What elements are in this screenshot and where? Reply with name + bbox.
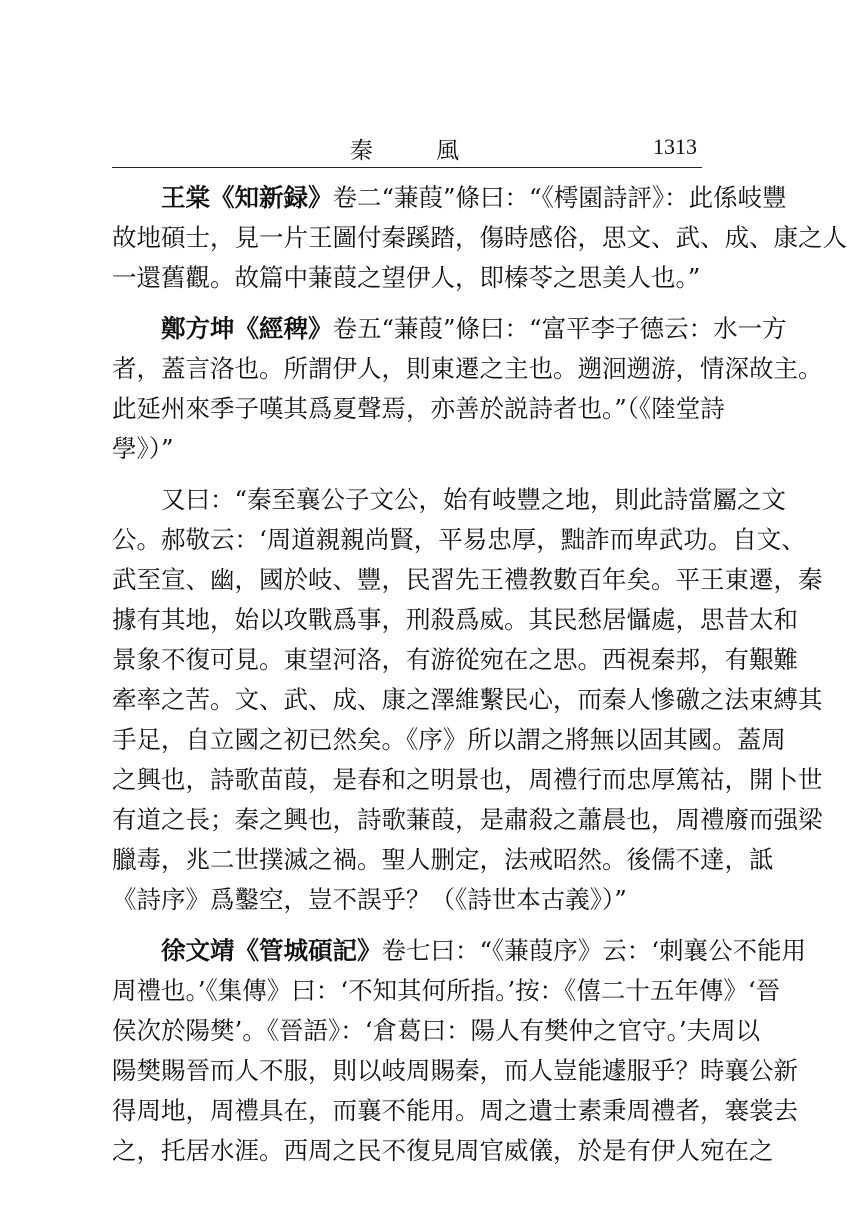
text-line: 者，蓋言洛也。所謂伊人，則東遷之主也。遡洄遡游，情深故主。 xyxy=(112,354,823,383)
text-line: 據有其地，始以攻戰爲事，刑殺爲威。其民愁居懾處，思昔太和 xyxy=(112,605,798,634)
text-line: 侯次於陽樊’。《晉語》：‘倉葛曰：陽人有樊仲之官守。’夫周以 xyxy=(112,1016,761,1045)
text-line: 故地碩士，見一片王圖付秦蹊踏，傷時感俗，思文、武、成、康之人 xyxy=(112,223,847,252)
text-line: 之興也，詩歌苗葭，是春和之明景也，周禮行而忠厚篤祜，開卜世 xyxy=(112,765,823,794)
text-line: 鄭方坤《經稗》卷五“蒹葭”條曰：“富平李子德云：水一方 xyxy=(161,314,787,343)
text-line: 陽樊賜晉而人不服，則以岐周賜秦，而人豈能遽服乎？時襄公新 xyxy=(112,1056,798,1085)
text-line: 武至宣、幽，國於岐、豐，民習先王禮教數百年矣。平王東遷，秦 xyxy=(112,565,823,594)
text-line: 臘毒，兆二世撲滅之禍。聖人删定，法戒昭然。後儒不達，詆 xyxy=(112,845,774,874)
paragraph-you-yue xyxy=(112,480,823,920)
text-line: 景象不復可見。東望河洛，有游從宛在之思。西視秦邦，有艱難 xyxy=(112,645,798,674)
text-line: 徐文靖《管城碩記》卷七曰：“《蒹葭序》云：‘刺襄公不能用 xyxy=(161,936,807,965)
paragraph-xu-wenjing xyxy=(112,931,807,1171)
text-line: 得周地，周禮具在，而襄不能用。周之遺士素秉周禮者，褰裳去 xyxy=(112,1096,798,1125)
text-line: 手足，自立國之初已然矣。《序》所以謂之將無以固其國。蓋周 xyxy=(112,725,786,754)
text-line: 學》）” xyxy=(112,434,174,463)
text-line: 王棠《知新録》卷二“蒹葭”條曰：“《樗園詩評》：此係岐豐 xyxy=(161,183,787,212)
cited-work: 王棠《知新録》 xyxy=(161,183,333,212)
running-title: 秦 風 xyxy=(349,138,488,164)
page-number: 1313 xyxy=(653,134,697,159)
cited-work: 徐文靖《管城碩記》 xyxy=(161,936,382,965)
text-line: 牽率之苦。文、武、成、康之澤維繫民心，而秦人慘礉之法束縛其 xyxy=(112,685,823,714)
paragraph-wang-tang xyxy=(112,178,847,298)
text-line: 公。郝敬云：‘周道親親尚賢，平易忠厚，黜詐而卑武功。自文、 xyxy=(112,525,806,554)
body-text xyxy=(112,178,847,1171)
header-rule xyxy=(112,167,702,168)
cited-work: 鄭方坤《經稗》 xyxy=(161,314,333,343)
text-line: 一還舊觀。故篇中蒹葭之望伊人，即榛苓之思美人也。” xyxy=(112,263,701,292)
text-line: 有道之長；秦之興也，詩歌蒹葭，是肅殺之蕭晨也，周禮廢而强梁 xyxy=(112,805,823,834)
paragraph-zheng-fangkun xyxy=(112,309,823,469)
text-line: 此延州來季子嘆其爲夏聲焉，亦善於説詩者也。”（《陸堂詩 xyxy=(112,394,725,423)
text-line: 周禮也。’《集傳》曰：‘不知其何所指。’按：《僖二十五年傳》‘晉 xyxy=(112,976,781,1005)
text-line: 《詩序》爲鑿空，豈不誤乎？（《詩世本古義》）” xyxy=(112,885,627,914)
page-header xyxy=(112,128,697,164)
text-line: 之，托居水涯。西周之民不復見周官威儀，於是有伊人宛在之 xyxy=(112,1136,774,1165)
text-line: 又曰：“秦至襄公子文公，始有岐豐之地，則此詩當屬之文 xyxy=(161,485,787,514)
